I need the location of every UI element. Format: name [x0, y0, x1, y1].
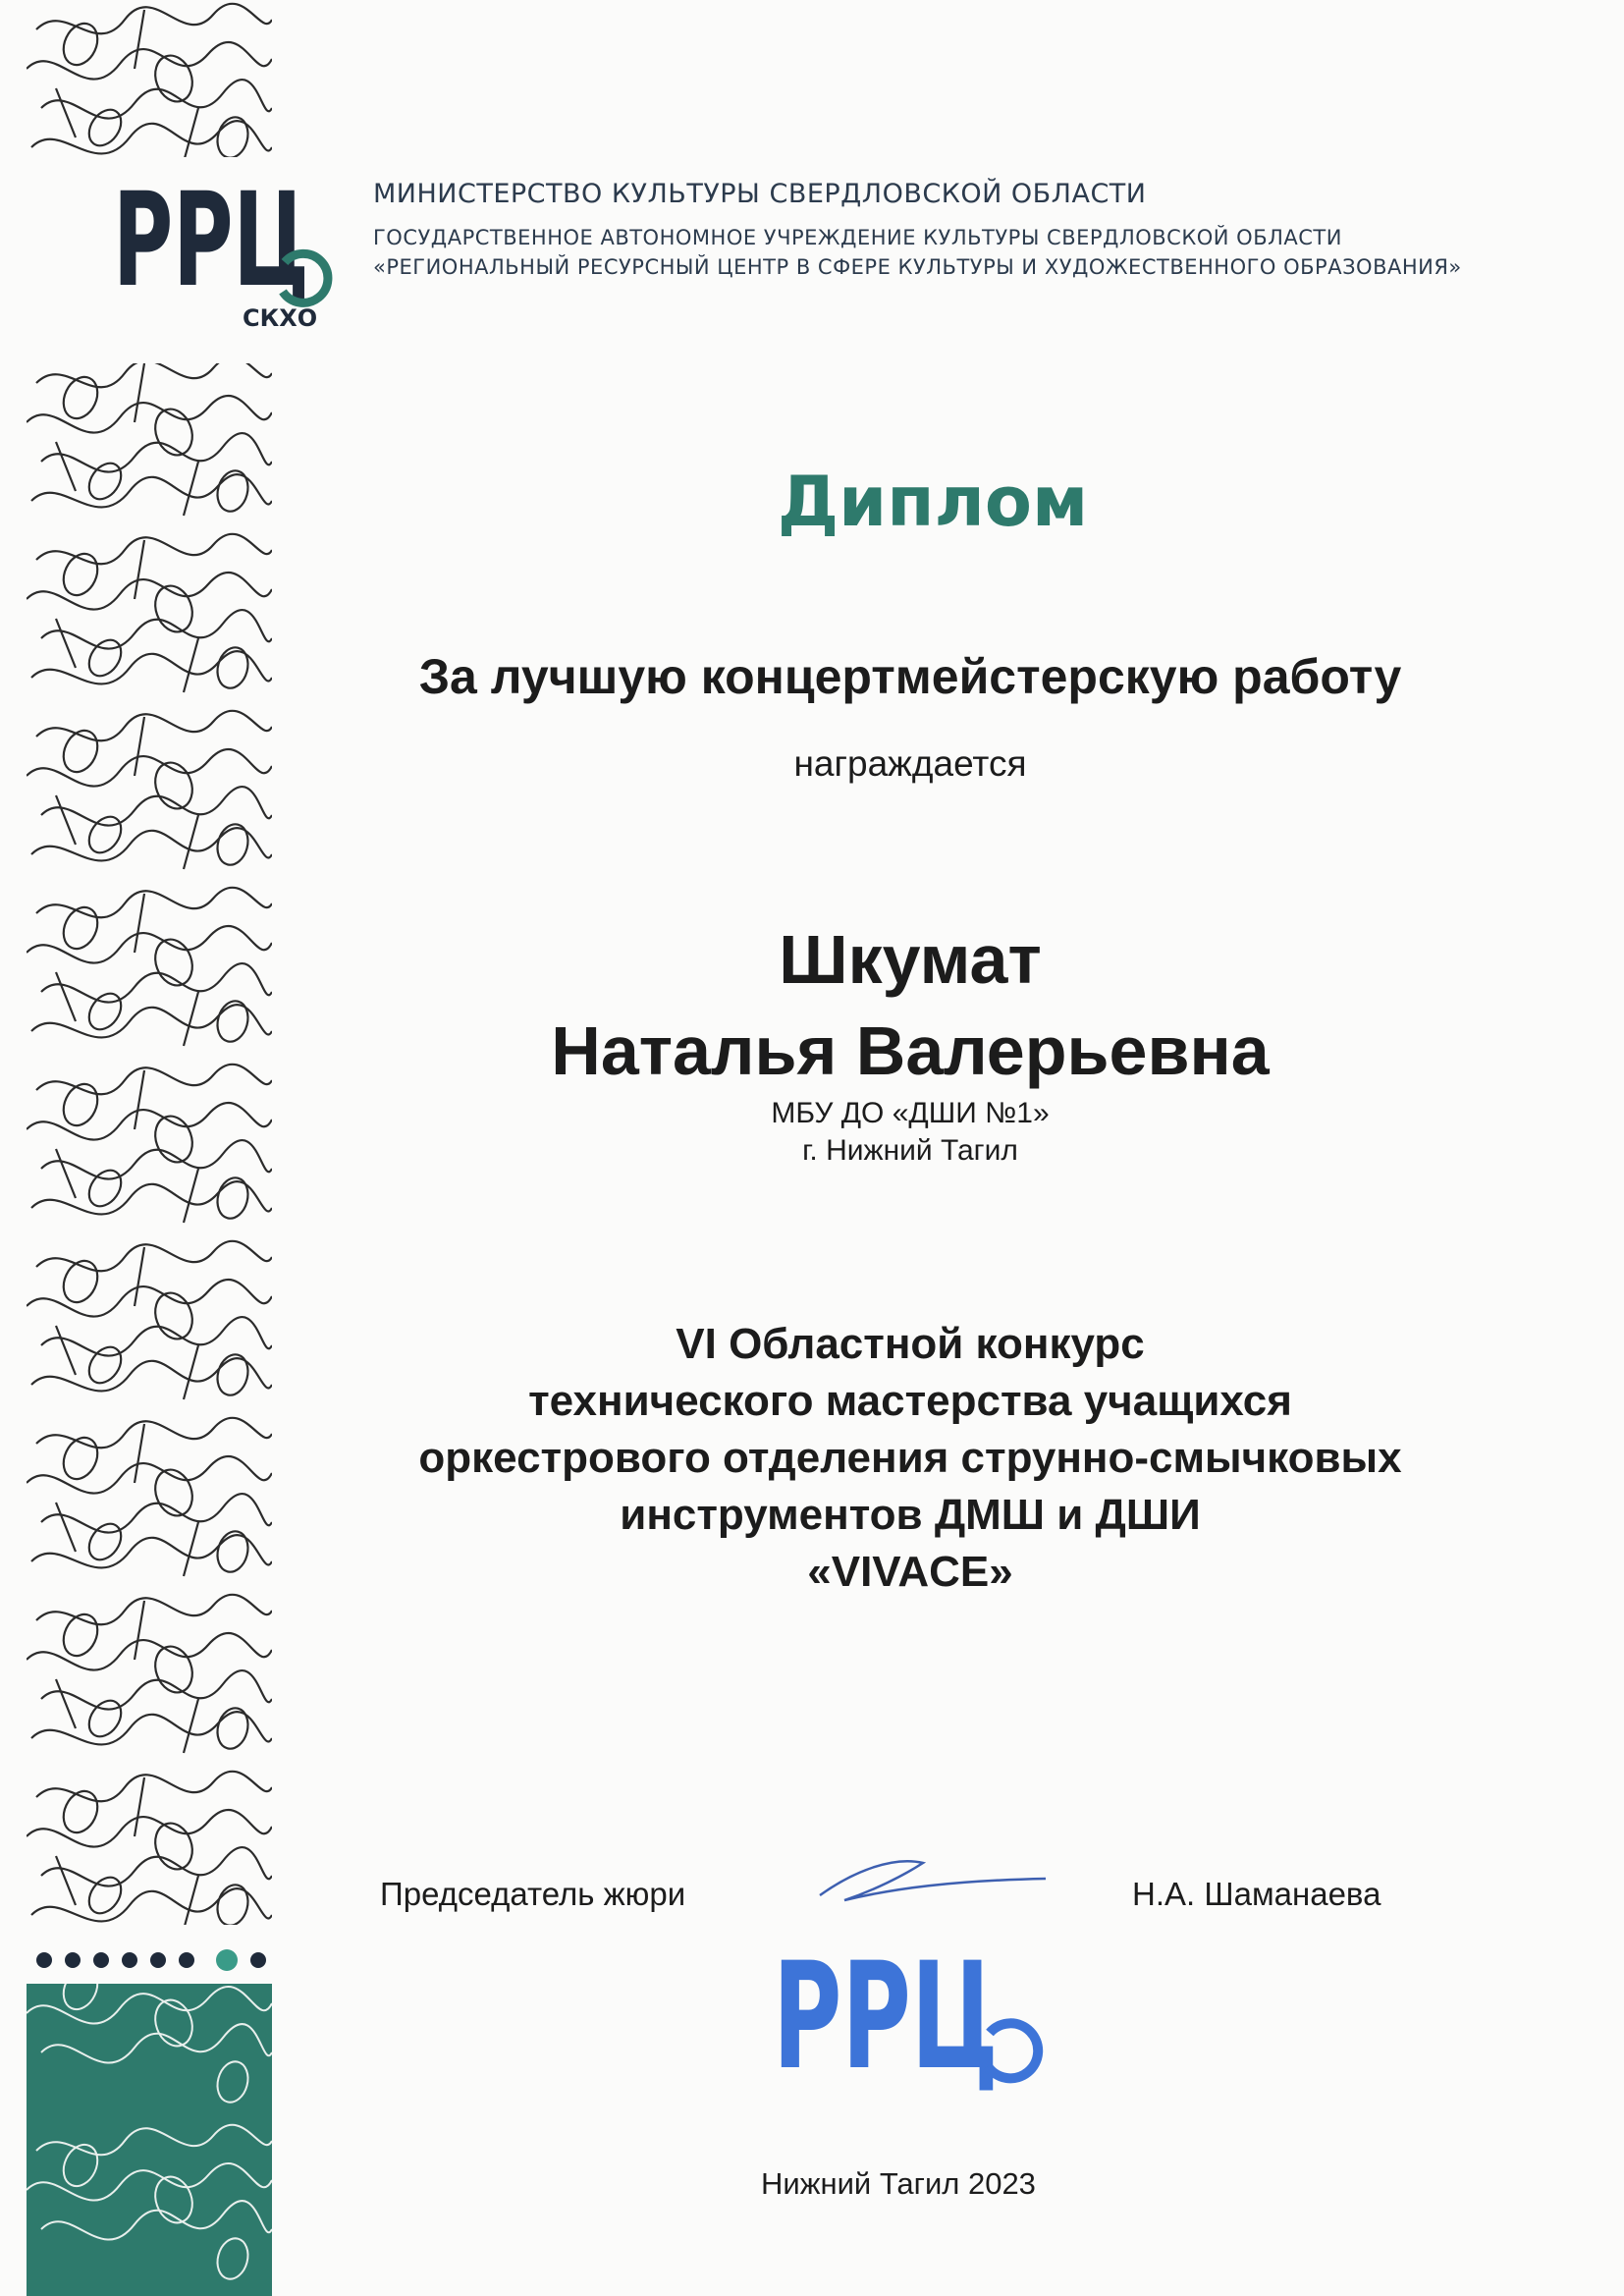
nomination-text: За лучшую концертмейстерскую работу: [418, 649, 1402, 704]
recipient-given-names: Наталья Валерьевна: [551, 1012, 1270, 1089]
diploma-title: Диплом: [777, 462, 1089, 542]
institution-name-line1: ГОСУДАРСТВЕННОЕ АВТОНОМНОЕ УЧРЕЖДЕНИЕ КУЛЬТУРЫ СВЕРДЛОВСКОЙ ОБЛАСТИ: [373, 226, 1342, 249]
contest-name: [321, 1316, 1499, 1601]
contest-line: инструментов ДМШ и ДШИ: [620, 1491, 1201, 1539]
contest-line: технического мастерства учащихся: [528, 1377, 1292, 1425]
contest-line: VI Областной конкурс: [676, 1320, 1145, 1368]
logo-sub-text: СКХО: [243, 304, 318, 332]
decorative-calligraphy-strip: [27, 0, 272, 2296]
ministry-name: МИНИСТЕРСТВО КУЛЬТУРЫ СВЕРДЛОВСКОЙ ОБЛАСТИ: [373, 179, 1147, 209]
recipient-city: г. Нижний Тагил: [802, 1134, 1018, 1167]
recipient-surname: Шкумат: [779, 921, 1042, 998]
logo-mark-text: РРЦ: [113, 169, 309, 316]
place-and-year: Нижний Тагил 2023: [761, 2166, 1036, 2201]
stamp-mark-text: РРЦ: [773, 1932, 999, 2092]
header-organization: [373, 179, 1551, 282]
awarded-text: награждается: [793, 743, 1027, 784]
jury-chair-name: Н.А. Шаманаева: [1132, 1876, 1381, 1912]
institution-name-line2: «РЕГИОНАЛЬНЫЙ РЕСУРСНЫЙ ЦЕНТР В СФЕРЕ КУЛЬТУРЫ И ХУДОЖЕСТВЕННОГО ОБРАЗОВАНИЯ»: [373, 255, 1462, 279]
rrc-logo: [113, 169, 349, 336]
signature: [815, 1851, 1051, 1910]
contest-line: «VIVACE»: [807, 1548, 1013, 1596]
recipient-school: МБУ ДО «ДШИ №1»: [771, 1097, 1050, 1129]
jury-chair-label: Председатель жюри: [380, 1876, 686, 1912]
contest-line: оркестрового отделения струнно-смычковых: [418, 1434, 1402, 1482]
